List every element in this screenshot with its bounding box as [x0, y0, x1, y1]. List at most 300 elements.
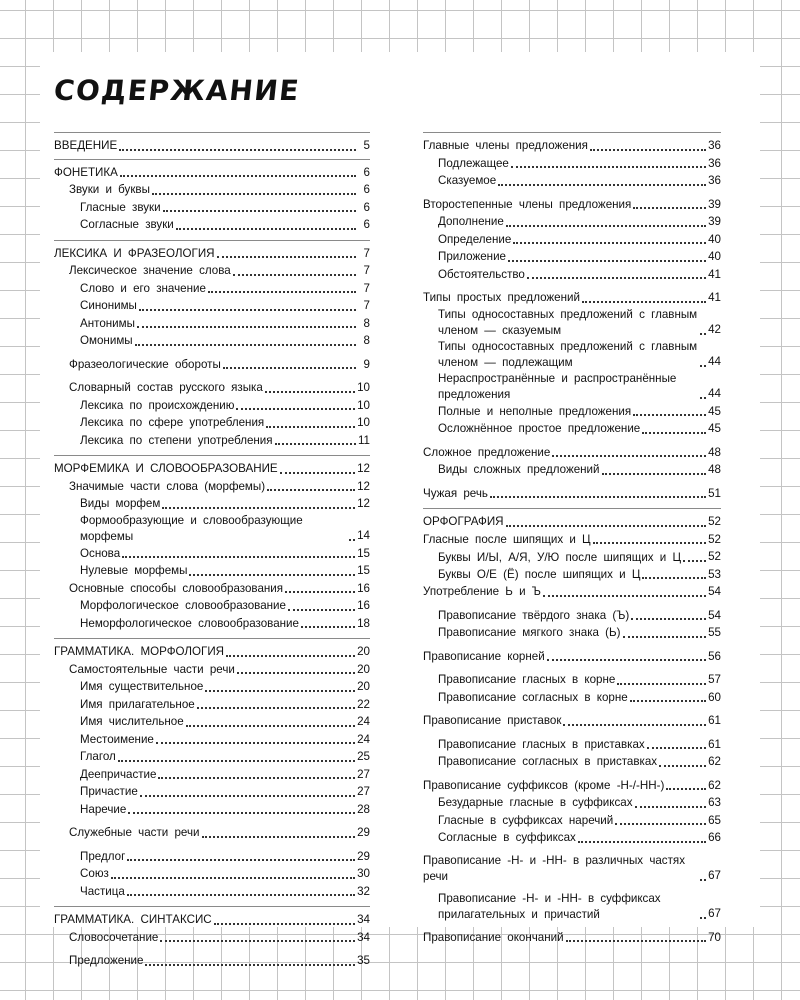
toc-entry[interactable]: [54, 865, 370, 883]
toc-page-number: 12: [357, 462, 370, 475]
dot-leader: [236, 408, 355, 410]
toc-entry-title: Чужая речь: [423, 486, 488, 500]
dot-leader: [237, 672, 355, 674]
toc-entry-title: Согласные в суффиксах: [438, 831, 576, 844]
toc-entry[interactable]: [423, 420, 721, 438]
toc-entry-title: Полные и неполные предложения: [438, 404, 632, 418]
toc-entry[interactable]: [54, 678, 370, 696]
toc-entry[interactable]: [54, 883, 370, 901]
toc-entry-title: Правописание твёрдого знака (Ъ): [438, 608, 630, 622]
toc-entry[interactable]: [54, 545, 370, 563]
toc-page-number: 34: [357, 913, 370, 926]
toc-section: [54, 132, 370, 155]
dot-leader: [137, 326, 356, 328]
toc-entry[interactable]: [54, 824, 370, 842]
toc-page-number: 20: [357, 662, 370, 676]
toc-entry[interactable]: [423, 513, 721, 531]
toc-section: [54, 455, 370, 632]
dot-leader: [506, 525, 707, 527]
toc-entry[interactable]: [423, 231, 721, 249]
dot-leader: [527, 277, 706, 279]
dot-leader: [552, 455, 706, 457]
dot-leader: [135, 344, 356, 346]
toc-page-number: 8: [363, 334, 370, 347]
toc-entry-title: Правописание приставок: [423, 714, 562, 727]
toc-entry[interactable]: [54, 801, 370, 819]
dot-leader: [127, 894, 355, 896]
toc-entry[interactable]: [54, 315, 370, 333]
toc-page-number: 41: [708, 291, 721, 304]
toc-entry-title: Фразеологические обороты: [69, 357, 221, 371]
toc-entry-title: Лексическое значение слова: [69, 264, 231, 277]
toc-page-number: 7: [363, 281, 370, 295]
toc-page-number: 36: [708, 156, 721, 170]
dot-leader: [288, 609, 355, 611]
dot-leader: [642, 432, 706, 434]
toc-entry[interactable]: [54, 731, 370, 749]
toc-page-number: 65: [708, 813, 721, 827]
toc-page-number: 7: [363, 299, 370, 312]
toc-entry-title: Местоимение: [80, 732, 154, 746]
dot-leader: [631, 618, 706, 620]
toc-page-number: 44: [708, 355, 721, 368]
toc-entry[interactable]: [423, 777, 721, 795]
toc-page-number: 60: [708, 690, 721, 704]
toc-entry[interactable]: [423, 607, 721, 625]
toc-page-number: 45: [708, 422, 721, 435]
toc-page-number: 15: [357, 546, 370, 560]
toc-page-number: 54: [708, 585, 721, 598]
toc-entry-title: МОРФЕМИКА И СЛОВООБРАЗОВАНИЕ: [54, 462, 278, 475]
toc-entry-title: ЛЕКСИКА И ФРАЗЕОЛОГИЯ: [54, 246, 215, 260]
toc-entry-title: Главные члены предложения: [423, 139, 588, 152]
dot-leader: [543, 595, 706, 597]
dot-leader: [233, 274, 356, 276]
toc-page-number: 34: [357, 930, 370, 944]
toc-page-number: 36: [708, 139, 721, 152]
toc-entry[interactable]: [423, 531, 721, 549]
toc-entry[interactable]: [423, 891, 721, 923]
toc-entry-title: Союз: [80, 867, 109, 880]
toc-entry[interactable]: [54, 562, 370, 580]
toc-entry-title: Лексика по степени употребления: [80, 433, 273, 447]
toc-entry[interactable]: [423, 403, 721, 421]
dot-leader: [563, 724, 706, 726]
toc-entry[interactable]: [423, 548, 721, 566]
toc-page-number: 56: [708, 649, 721, 663]
toc-entry[interactable]: [423, 853, 721, 885]
toc-section: [54, 159, 370, 234]
toc-entry[interactable]: [54, 911, 370, 929]
toc-entry-title: Служебные части речи: [69, 826, 200, 839]
dot-leader: [217, 256, 356, 258]
dot-leader: [226, 655, 355, 657]
toc-entry[interactable]: [54, 696, 370, 714]
toc-entry-title: Приложение: [438, 250, 507, 263]
dot-leader: [176, 228, 356, 230]
toc-entry[interactable]: [54, 280, 370, 298]
dot-leader: [642, 577, 706, 579]
toc-page-number: 53: [708, 567, 721, 581]
dot-leader: [118, 760, 355, 762]
toc-entry[interactable]: [423, 812, 721, 830]
dot-leader: [140, 795, 355, 797]
toc-entry-title: Глагол: [80, 750, 116, 763]
toc-entry[interactable]: [423, 371, 721, 403]
toc-entry-title: Неморфологическое словообразование: [80, 616, 299, 630]
toc-page-number: 45: [708, 404, 721, 418]
toc-page-number: 28: [357, 802, 370, 816]
dot-leader: [666, 788, 706, 790]
toc-entry-title: Гласные в суффиксах наречий: [438, 813, 614, 827]
toc-entry-title: Второстепенные члены предложения: [423, 197, 632, 211]
toc-entry-title: Деепричастие: [80, 767, 157, 781]
toc-entry-title: Предлог: [80, 849, 126, 863]
toc-entry[interactable]: [54, 460, 370, 478]
dot-leader: [566, 940, 706, 942]
toc-page-number: 41: [708, 267, 721, 281]
toc-entry[interactable]: [423, 736, 721, 754]
toc-entry-title: Типы простых предложений: [423, 291, 580, 304]
toc-entry[interactable]: [54, 929, 370, 947]
toc-page-number: 66: [708, 831, 721, 844]
dot-leader: [498, 184, 706, 186]
toc-entry-title: Лексика по сфере употребления: [80, 416, 265, 429]
toc-page-number: 27: [357, 785, 370, 798]
toc-page-number: 67: [708, 907, 721, 920]
toc-page-number: 11: [357, 433, 370, 447]
dot-leader: [700, 397, 706, 399]
toc-section: [423, 132, 721, 502]
dot-leader: [578, 841, 706, 843]
toc-page-number: 6: [363, 183, 370, 196]
toc-entry-title: Типы односоставных предложений с главным членом — сказуемым: [438, 307, 698, 337]
toc-page-number: 5: [363, 139, 370, 152]
toc-entry[interactable]: [423, 712, 721, 730]
toc-entry[interactable]: [423, 155, 721, 173]
toc-entry[interactable]: [423, 196, 721, 214]
toc-entry[interactable]: [54, 748, 370, 766]
toc-entry-title: Правописание согласных в корне: [438, 690, 628, 704]
dot-leader: [280, 472, 355, 474]
toc-page-number: 6: [363, 165, 370, 179]
toc-page-number: 29: [357, 826, 370, 839]
toc-page-number: 14: [357, 529, 370, 542]
toc-entry[interactable]: [423, 829, 721, 847]
dot-leader: [349, 539, 355, 541]
toc-page-number: 7: [363, 246, 370, 260]
toc-entry[interactable]: [54, 783, 370, 801]
toc-entry-title: Виды сложных предложений: [438, 463, 600, 476]
toc-entry-title: Гласные после шипящих и Ц: [423, 532, 591, 546]
dot-leader: [266, 426, 355, 428]
toc-page-number: 61: [708, 714, 721, 727]
dot-leader: [490, 496, 706, 498]
toc-entry-title: Словарный состав русского языка: [69, 381, 263, 394]
toc-entry[interactable]: [423, 624, 721, 642]
toc-page-number: 32: [357, 884, 370, 898]
toc-page-number: 22: [357, 697, 370, 711]
dot-leader: [189, 574, 355, 576]
toc-entry[interactable]: [54, 615, 370, 633]
contents-page: [40, 52, 760, 967]
toc-page-number: 10: [357, 398, 370, 412]
toc-page-number: 12: [357, 497, 370, 510]
toc-entry-title: Правописание согласных в приставках: [438, 755, 658, 768]
toc-entry[interactable]: [54, 661, 370, 679]
toc-entry[interactable]: [54, 597, 370, 615]
dot-leader: [700, 879, 706, 881]
toc-page-number: 6: [363, 218, 370, 231]
toc-page-number: 61: [708, 737, 721, 751]
dot-leader: [275, 443, 356, 445]
toc-entry-title: Обстоятельство: [438, 267, 525, 281]
toc-section: [423, 508, 721, 946]
toc-entry-title: Типы односоставных предложений с главным членом — подлежащим: [438, 339, 698, 369]
toc-entry-title: Правописание гласных в приставках: [438, 737, 645, 751]
toc-entry-title: Нераспространённые и распространённые предложения: [438, 371, 677, 401]
toc-entry-title: Антонимы: [80, 316, 135, 330]
toc-page-number: 9: [363, 357, 370, 371]
toc-entry[interactable]: [423, 248, 721, 266]
toc-entry[interactable]: [54, 199, 370, 217]
toc-entry[interactable]: [54, 713, 370, 731]
toc-entry-title: Гласные звуки: [80, 200, 161, 214]
toc-page-number: 40: [708, 232, 721, 246]
toc-page-number: 44: [708, 387, 721, 400]
toc-entry[interactable]: [423, 172, 721, 190]
toc-page-number: 18: [357, 616, 370, 630]
toc-entry-title: Значимые части слова (морфемы): [69, 479, 266, 493]
toc-entry[interactable]: [423, 583, 721, 601]
toc-entry[interactable]: [54, 245, 370, 263]
toc-entry-title: Наречие: [80, 802, 127, 816]
dot-leader: [700, 333, 706, 335]
toc-entry[interactable]: [423, 307, 721, 339]
dot-leader: [508, 260, 706, 262]
toc-entry[interactable]: [54, 297, 370, 315]
toc-page-number: 35: [357, 954, 370, 967]
toc-page-number: 70: [708, 930, 721, 944]
toc-entry-title: Осложнённое простое предложение: [438, 422, 641, 435]
toc-page-number: 10: [357, 381, 370, 394]
toc-page-number: 52: [708, 532, 721, 546]
toc-entry-title: Сложное предложение: [423, 445, 551, 459]
toc-entry-title: Правописание гласных в корне: [438, 673, 616, 686]
toc-entry-title: Звуки и буквы: [69, 183, 150, 196]
toc-entry-title: ФОНЕТИКА: [54, 165, 118, 179]
toc-entry[interactable]: [54, 643, 370, 661]
toc-entry-title: Имя существительное: [80, 680, 204, 693]
dot-leader: [659, 765, 706, 767]
toc-entry-title: Нулевые морфемы: [80, 564, 188, 577]
toc-entry-title: Правописание корней: [423, 649, 545, 663]
toc-entry-title: Омонимы: [80, 334, 133, 347]
dot-leader: [683, 560, 706, 562]
toc-entry[interactable]: [54, 332, 370, 350]
toc-page-number: 63: [708, 796, 721, 809]
toc-entry-title: Сказуемое: [438, 174, 497, 187]
dot-leader: [265, 391, 355, 393]
toc-entry[interactable]: [54, 397, 370, 415]
toc-page-number: 40: [708, 250, 721, 263]
dot-leader: [582, 301, 706, 303]
toc-page-number: 16: [357, 581, 370, 595]
toc-page-number: 48: [708, 463, 721, 476]
dot-leader: [127, 859, 355, 861]
toc-entry[interactable]: [54, 952, 370, 970]
dot-leader: [547, 659, 706, 661]
toc-page-number: 24: [357, 732, 370, 746]
dot-leader: [214, 923, 355, 925]
toc-entry-title: ОРФОГРАФИЯ: [423, 515, 504, 528]
toc-entry-title: Имя числительное: [80, 715, 184, 728]
dot-leader: [205, 690, 355, 692]
dot-leader: [111, 877, 355, 879]
toc-page-number: 55: [708, 626, 721, 639]
dot-leader: [623, 636, 707, 638]
toc-section: [54, 240, 370, 450]
toc-entry-title: Безударные гласные в суффиксах: [438, 796, 633, 809]
dot-leader: [160, 940, 355, 942]
dot-leader: [162, 507, 355, 509]
toc-right-column: [423, 132, 721, 952]
toc-entry-title: Лексика по происхождению: [80, 398, 235, 412]
toc-entry[interactable]: [54, 356, 370, 374]
toc-entry[interactable]: [423, 485, 721, 503]
dot-leader: [202, 836, 356, 838]
dot-leader: [186, 725, 355, 727]
toc-page-number: 6: [363, 200, 370, 214]
toc-section: [54, 906, 370, 970]
toc-page-number: 51: [708, 486, 721, 500]
toc-entry[interactable]: [423, 929, 721, 947]
toc-entry[interactable]: [423, 289, 721, 307]
toc-entry[interactable]: [54, 414, 370, 432]
toc-page-number: 62: [708, 755, 721, 768]
dot-leader: [617, 683, 706, 685]
toc-page-number: 25: [357, 750, 370, 763]
dot-leader: [139, 309, 356, 311]
toc-entry[interactable]: [423, 671, 721, 689]
dot-leader: [120, 175, 356, 177]
toc-entry[interactable]: [423, 753, 721, 771]
toc-page-number: 24: [357, 715, 370, 728]
toc-entry[interactable]: [54, 766, 370, 784]
toc-entry[interactable]: [54, 432, 370, 450]
toc-entry-title: Подлежащее: [438, 156, 509, 170]
toc-entry-title: Употребление Ь и Ъ: [423, 585, 541, 598]
dot-leader: [700, 917, 706, 919]
toc-page-number: 29: [357, 849, 370, 863]
toc-entry[interactable]: [423, 689, 721, 707]
toc-entry[interactable]: [54, 379, 370, 397]
dot-leader: [152, 193, 356, 195]
dot-leader: [163, 210, 356, 212]
toc-entry[interactable]: [423, 461, 721, 479]
dot-leader: [630, 700, 706, 702]
toc-entry-title: Правописание суффиксов (кроме -Н-/-НН-): [423, 779, 665, 792]
toc-entry-title: ГРАММАТИКА. СИНТАКСИС: [54, 913, 212, 926]
toc-page-number: 67: [708, 869, 721, 882]
toc-page-number: 39: [708, 197, 721, 211]
toc-entry-title: Причастие: [80, 785, 138, 798]
toc-entry[interactable]: [54, 580, 370, 598]
dot-leader: [156, 742, 355, 744]
toc-entry-title: Словосочетание: [69, 930, 159, 944]
toc-entry[interactable]: [423, 213, 721, 231]
toc-entry-title: ГРАММАТИКА. МОРФОЛОГИЯ: [54, 645, 225, 658]
toc-page-number: 12: [357, 479, 370, 493]
toc-entry-title: Морфологическое словообразование: [80, 599, 286, 612]
toc-left-column: [54, 132, 370, 976]
toc-page-number: 52: [708, 550, 721, 563]
dot-leader: [208, 291, 356, 293]
toc-entry-title: Имя прилагательное: [80, 697, 195, 711]
toc-entry[interactable]: [54, 848, 370, 866]
toc-entry[interactable]: [54, 513, 370, 545]
dot-leader: [223, 367, 356, 369]
toc-entry[interactable]: [54, 216, 370, 234]
dot-leader: [615, 823, 706, 825]
dot-leader: [633, 414, 706, 416]
toc-page-number: 7: [363, 264, 370, 277]
dot-leader: [635, 806, 707, 808]
toc-page-number: 20: [357, 645, 370, 658]
toc-entry[interactable]: [423, 794, 721, 812]
dot-leader: [197, 707, 355, 709]
toc-entry[interactable]: [54, 495, 370, 513]
toc-entry-title: Формообразующие и словообразующие морфемы: [80, 513, 303, 543]
toc-page-number: 54: [708, 608, 721, 622]
toc-entry[interactable]: [423, 137, 721, 155]
toc-entry[interactable]: [423, 566, 721, 584]
toc-entry-title: Правописание -Н- и -НН- в суффиксах прилагательных и причастий: [438, 891, 661, 921]
toc-entry[interactable]: [54, 181, 370, 199]
toc-entry-title: Предложение: [69, 954, 144, 967]
toc-entry[interactable]: [423, 339, 721, 371]
toc-entry-title: Синонимы: [80, 299, 137, 312]
toc-entry[interactable]: [423, 648, 721, 666]
toc-entry[interactable]: [54, 137, 370, 155]
dot-leader: [647, 747, 706, 749]
toc-entry-title: Виды морфем: [80, 497, 161, 510]
toc-entry-title: Правописание -Н- и -НН- в различных частях речи: [423, 853, 685, 883]
toc-page-number: 39: [708, 215, 721, 228]
toc-entry[interactable]: [54, 478, 370, 496]
toc-entry[interactable]: [54, 262, 370, 280]
toc-entry[interactable]: [423, 266, 721, 284]
toc-entry[interactable]: [423, 444, 721, 462]
dot-leader: [513, 242, 706, 244]
dot-leader: [285, 591, 355, 593]
toc-entry-title: Основные способы словообразования: [69, 581, 284, 595]
toc-entry[interactable]: [54, 164, 370, 182]
dot-leader: [590, 149, 706, 151]
toc-page-number: 42: [708, 323, 721, 336]
toc-entry-title: Правописание мягкого знака (Ь): [438, 626, 621, 639]
toc-section: [54, 638, 370, 900]
dot-leader: [145, 964, 355, 966]
dot-leader: [119, 149, 356, 151]
toc-page-number: 16: [357, 599, 370, 612]
dot-leader: [128, 812, 355, 814]
dot-leader: [122, 556, 355, 558]
toc-entry-title: Определение: [438, 232, 512, 246]
toc-entry-title: Слово и его значение: [80, 281, 206, 295]
toc-page-number: 27: [357, 767, 370, 781]
dot-leader: [301, 626, 355, 628]
